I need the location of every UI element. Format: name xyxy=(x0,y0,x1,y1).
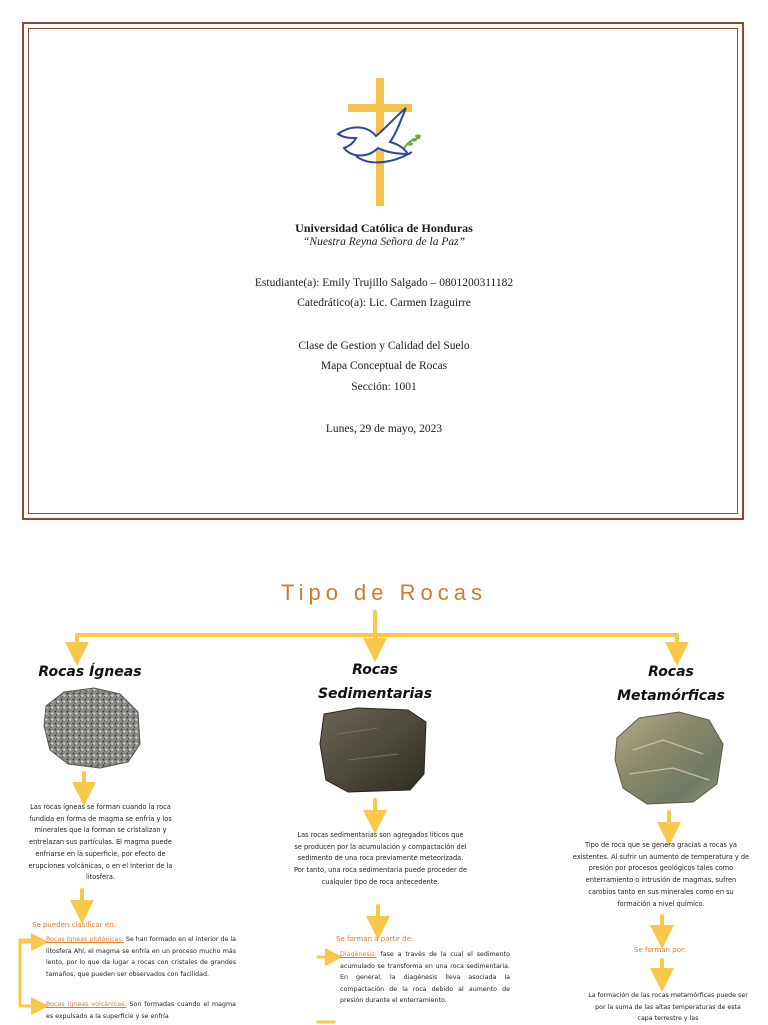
student-line: Estudiante(a): Emily Trujillo Salgado – 0801200311182 xyxy=(254,277,514,289)
plutonic-item xyxy=(46,934,236,980)
university-name: Universidad Católica de Honduras xyxy=(295,221,473,235)
university-motto: “Nuestra Reyna Señora de la Paz” xyxy=(303,236,465,248)
sedimentary-description: Las rocas sedimentarias son agregados líticos que se producen por la acumulación y compactación del sedimento de una roca previamente meteorizada. Por tanto, una roca sedimentaria puede proceder de cualquier tipo de roca antecedente. xyxy=(293,831,468,886)
plutonic-label: Rocas ígneas plutónicas: xyxy=(46,936,124,943)
sedimentary-subheading: Se forman a partir de: xyxy=(336,935,414,943)
section-line: Sección: 1001 xyxy=(351,381,417,393)
class-line: Clase de Gestion y Calidad del Suelo xyxy=(298,340,470,352)
volcanic-item xyxy=(46,999,236,1022)
plutonic-text: Se han formado en el interior de la litosfera Ahí, el magma se enfría en un proceso mucho más lento, por lo que da lugar a rocas con cristales de grandes tamaños, que pueden ser observados con facilidad. xyxy=(46,936,236,978)
map-title: Tipo de Rocas xyxy=(280,580,488,605)
igneous-subheading: Se pueden clasificar en: xyxy=(32,921,116,929)
date-line: Lunes, 29 de mayo, 2023 xyxy=(325,423,443,435)
metamorphic-formation: La formación de las rocas metamórficas puede ser por la suma de las altas temperaturas de esta capa terrestre y las xyxy=(588,992,748,1022)
metamorphic-title: Rocas Metamórficas xyxy=(617,664,725,704)
diagenesis-item xyxy=(340,949,510,1007)
metamorphic-rock-image xyxy=(613,710,725,806)
bracket-igneous xyxy=(20,940,30,1006)
diagenesis-label: Diagénesis: xyxy=(340,951,377,958)
university-logo xyxy=(334,78,430,208)
sedimentary-title: Rocas Sedimentarias xyxy=(317,662,433,702)
teacher-line: Catedrático(a): Lic. Carmen Izaguirre xyxy=(297,297,471,309)
metamorphic-subheading: Se forman por: xyxy=(634,946,687,954)
diagenesis-text: fase a través de la cual el sedimento acumulado se transforma en una roca sedimentaria. En general, la diagénesis lleva asociada la compactación de la roca debido al aumento de presión durante el enterramiento. xyxy=(340,951,510,1004)
metamorphic-description: Tipo de roca que se genera gracias a rocas ya existentes. Al sufrir un aumento de temperatura y de presión por procesos geológicos tales como enterramiento o intrusión de magmas, sufren cambios tanto en sus minerales como en su formación a nivel químico. xyxy=(572,841,750,908)
assignment-line: Mapa Conceptual de Rocas xyxy=(320,360,448,372)
igneous-title: Rocas Ígneas xyxy=(38,664,142,680)
sedimentary-rock-image xyxy=(318,704,430,794)
igneous-description: Las rocas ígneas se forman cuando la roca fundida en forma de magma se enfría y los minerales que la forman se cristalizan y entrelazan sus partículas. El magma puede enfriarse en la superficie, por efecto de erupciones volcánicas, o en el interior de la litosfera. xyxy=(28,803,173,882)
igneous-rock-image xyxy=(42,686,142,770)
volcanic-label: Rocas ígneas volcánicas: xyxy=(46,1001,127,1008)
volcanic-text: Son formadas cuando el magma es expulsado a la superficie y se enfría xyxy=(46,1001,236,1020)
